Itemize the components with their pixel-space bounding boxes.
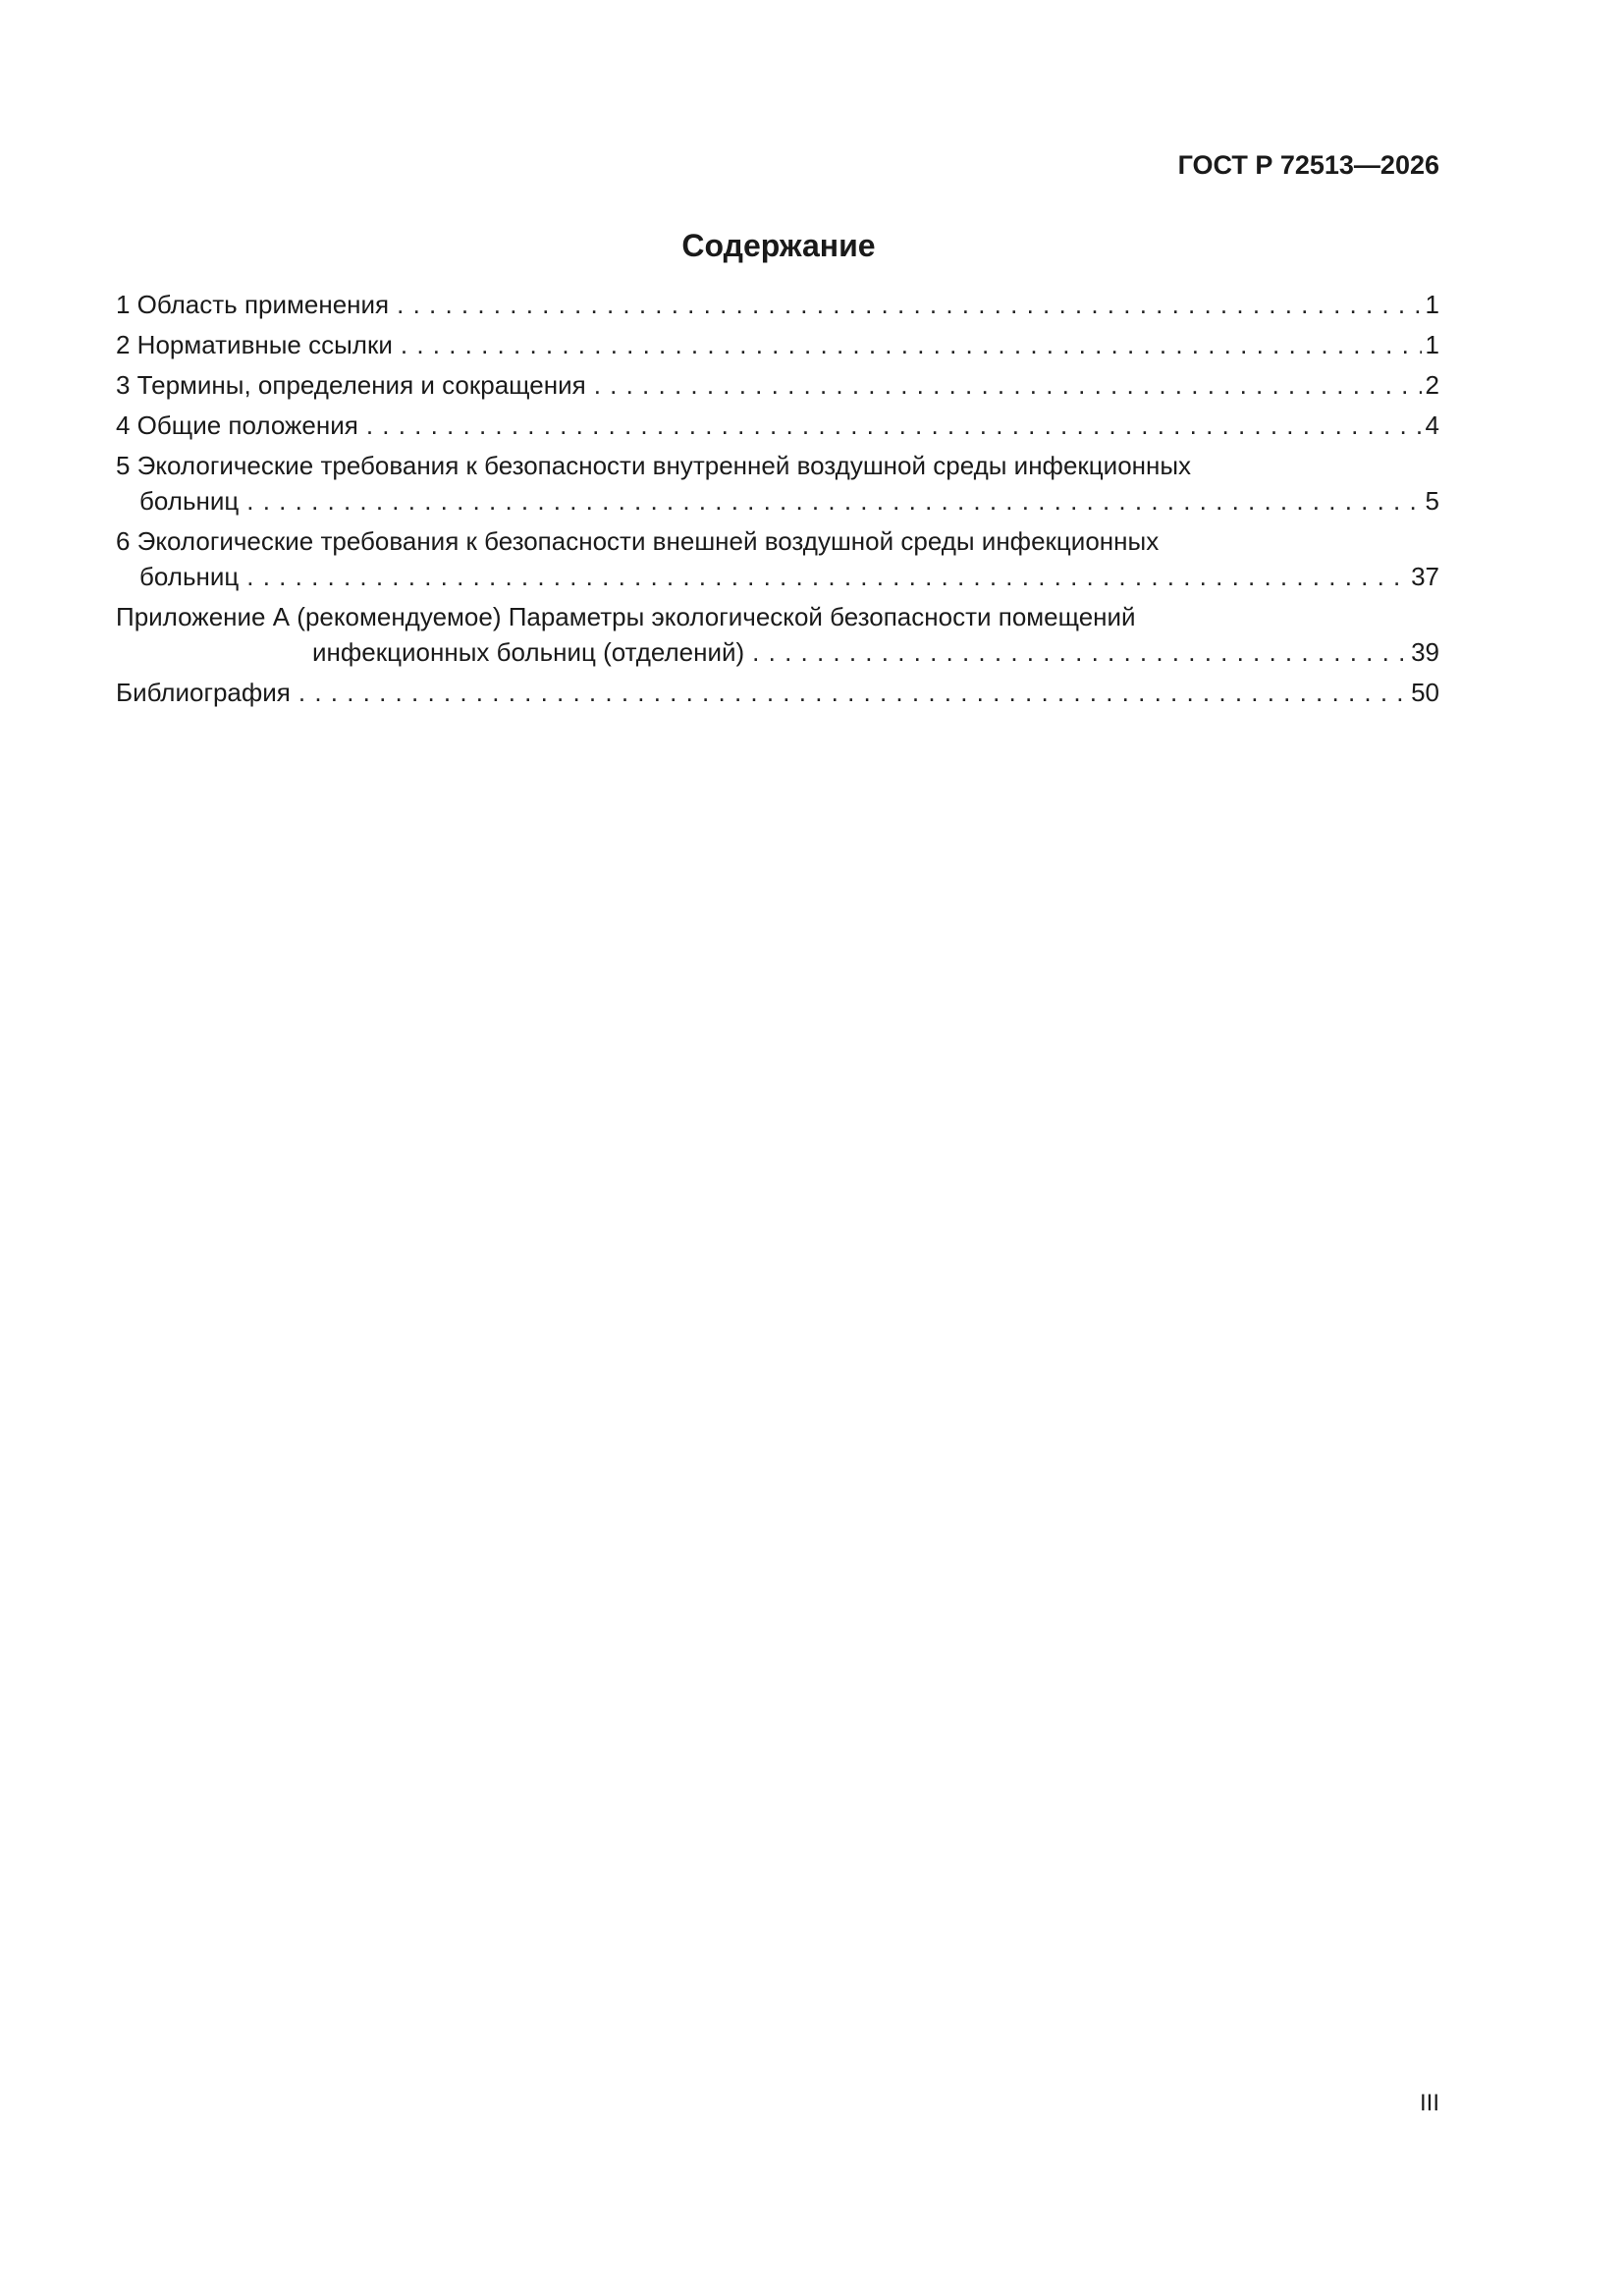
- toc-entry-page: 1: [1425, 330, 1439, 359]
- toc-leader-dots: [366, 408, 1422, 443]
- toc-entry-text: 1 Область применения: [116, 290, 390, 319]
- toc-entry-general-provisions[interactable]: [116, 408, 1439, 443]
- toc-leader-dots: [752, 634, 1407, 670]
- toc-leader-dots: [401, 327, 1422, 362]
- toc-entry-normative-references[interactable]: [116, 327, 1439, 362]
- toc-leader-dots: [246, 483, 1421, 519]
- toc-leader-dots: [594, 367, 1422, 403]
- toc-entry-page: 2: [1425, 370, 1439, 400]
- toc-entry-text: 3 Термины, определения и сокращения: [116, 370, 586, 400]
- toc-entry-text: Приложение А (рекомендуемое) Параметры экологической безопасности помещений: [116, 602, 1136, 631]
- toc-entry-text: 4 Общие положения: [116, 410, 358, 440]
- toc-entry-text: Библиография: [116, 678, 291, 707]
- toc-entry-page: 5: [1425, 486, 1439, 516]
- table-of-contents: [116, 287, 1439, 715]
- toc-entry-text-continued: больниц: [139, 486, 240, 516]
- toc-entry-terms[interactable]: [116, 367, 1439, 403]
- toc-entry-text-continued: инфекционных больниц (отделений): [312, 637, 745, 667]
- toc-entry-text-continued: больниц: [139, 562, 240, 591]
- toc-entry-page: 39: [1411, 637, 1439, 667]
- toc-entry-page: 4: [1425, 410, 1439, 440]
- toc-entry-page: 1: [1425, 290, 1439, 319]
- toc-title: Содержание: [681, 228, 876, 263]
- toc-entry-text: 6 Экологические требования к безопасности внешней воздушной среды инфекционных: [116, 526, 1160, 556]
- toc-entry-internal-air-requirements[interactable]: [116, 448, 1439, 519]
- toc-entry-external-air-requirements[interactable]: [116, 523, 1439, 594]
- document-code: ГОСТ Р 72513—2026: [1177, 150, 1439, 180]
- toc-entry-page: 50: [1411, 678, 1439, 707]
- toc-entry-scope[interactable]: [116, 287, 1439, 322]
- toc-entry-text: 5 Экологические требования к безопасности внутренней воздушной среды инфекционных: [116, 451, 1192, 480]
- toc-entry-bibliography[interactable]: [116, 675, 1439, 710]
- page-number: III: [1419, 2090, 1439, 2116]
- toc-entry-text: 2 Нормативные ссылки: [116, 330, 393, 359]
- toc-leader-dots: [246, 559, 1407, 594]
- toc-leader-dots: [397, 287, 1421, 322]
- toc-entry-page: 37: [1411, 562, 1439, 591]
- toc-entry-appendix-a[interactable]: [116, 599, 1439, 670]
- toc-leader-dots: [298, 675, 1407, 710]
